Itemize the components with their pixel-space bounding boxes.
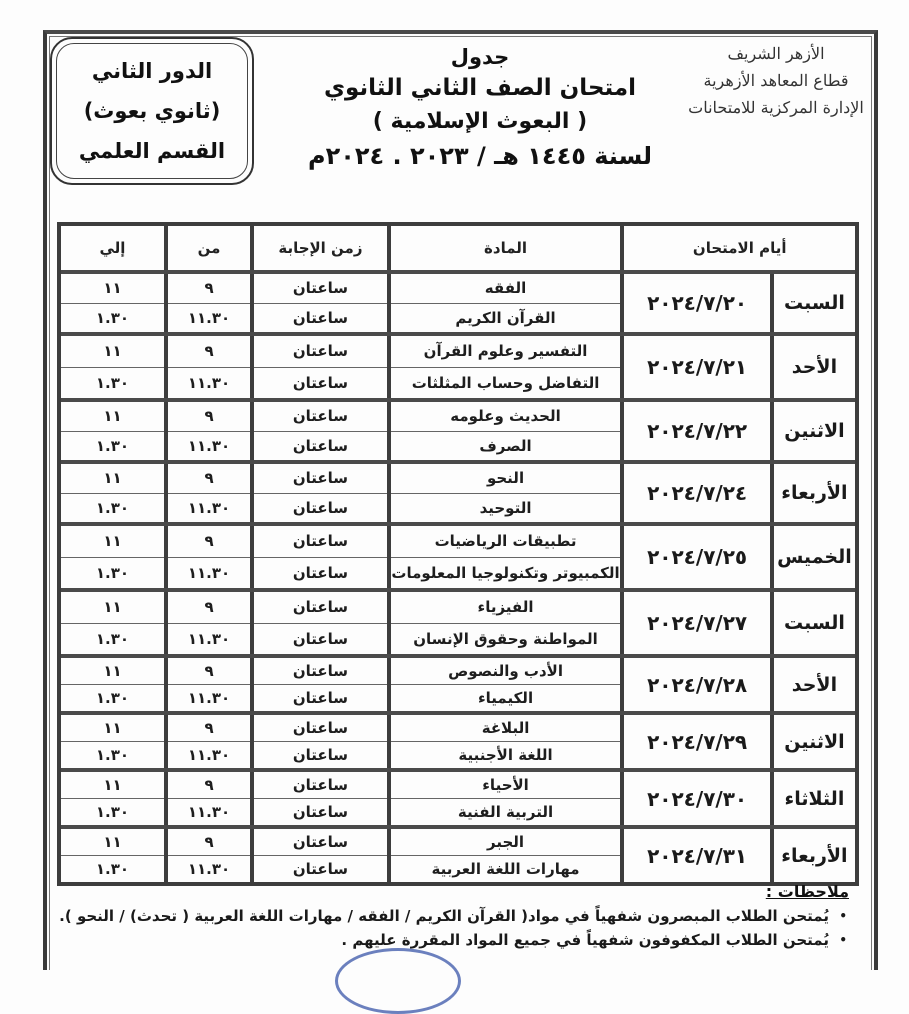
to-time-cell: ١١	[103, 342, 122, 361]
subject-cell: التفسير وعلوم القرآن	[423, 342, 588, 361]
subject-cell: الكمبيوتر وتكنولوجيا المعلومات	[391, 557, 621, 589]
to-time-cell: ١١	[103, 407, 122, 426]
from-time-cell: ٩	[204, 719, 214, 737]
from-time-cell: ١١.٣٠	[168, 303, 250, 333]
title-line-program: ( البعوث الإسلامية )	[372, 109, 588, 134]
from-time-column	[164, 658, 250, 711]
header-duration: زمن الإجابة	[250, 226, 387, 270]
duration-cell: ساعتان	[254, 557, 387, 589]
to-time-cell: ١.٣٠	[61, 431, 164, 461]
subject-cell: الصرف	[391, 431, 621, 461]
from-time-cell: ١١.٣٠	[168, 798, 250, 825]
to-time-column	[61, 772, 164, 825]
duration-cell: ساعتان	[254, 855, 387, 882]
bullet-icon: •	[839, 933, 847, 947]
to-time-column	[61, 274, 164, 332]
subject-cell: النحو	[486, 469, 525, 488]
section-label: القسم العلمي	[78, 139, 226, 163]
note-text: يُمتحن الطلاب المبصرون شفهياً في مواد( القرآن الكريم / الفقه / مهارات اللغة العربية ( تحدث) / النحو ).	[59, 907, 829, 925]
notes-section	[49, 882, 849, 952]
subject-cell: الكيمياء	[391, 684, 621, 711]
from-time-column	[164, 526, 250, 588]
to-time-cell: ١١	[103, 279, 122, 298]
duration-cell: ساعتان	[292, 598, 349, 617]
table-row	[61, 402, 855, 464]
subject-column	[387, 592, 621, 654]
duration-cell: ساعتان	[292, 469, 349, 488]
duration-column	[250, 526, 387, 588]
duration-cell: ساعتان	[254, 431, 387, 461]
title-line-schedule: جدول	[450, 45, 510, 69]
note-text: يُمتحن الطلاب المكفوفون شفهياً في جميع المواد المقررة عليهم .	[341, 931, 829, 949]
table-row	[61, 274, 855, 336]
from-time-cell: ١١.٣٠	[168, 741, 250, 768]
to-time-column	[61, 658, 164, 711]
date-cell: ٢٠٢٤/٧/٢٧	[620, 592, 770, 654]
from-time-cell: ١١.٣٠	[168, 684, 250, 711]
duration-cell: ساعتان	[292, 719, 349, 737]
subject-cell: الأحياء	[482, 776, 529, 794]
to-time-cell: ١١	[103, 776, 122, 794]
from-time-cell: ١١.٣٠	[168, 431, 250, 461]
from-time-cell: ١١.٣٠	[168, 493, 250, 523]
to-time-cell: ١.٣٠	[61, 623, 164, 655]
azhar-logo	[686, 40, 866, 121]
subject-column	[387, 715, 621, 768]
duration-cell: ساعتان	[254, 367, 387, 399]
subject-column	[387, 526, 621, 588]
duration-cell: ساعتان	[292, 342, 349, 361]
to-time-cell: ١١	[103, 532, 122, 551]
duration-cell: ساعتان	[254, 623, 387, 655]
subject-cell: المواطنة وحقوق الإنسان	[391, 623, 621, 655]
table-row	[61, 658, 855, 715]
to-time-cell: ١١	[103, 662, 122, 680]
subject-column	[387, 772, 621, 825]
from-time-cell: ١١.٣٠	[168, 623, 250, 655]
from-time-column	[164, 274, 250, 332]
from-time-cell: ٩	[204, 469, 214, 488]
subject-column	[387, 829, 621, 882]
subject-cell: القرآن الكريم	[391, 303, 621, 333]
day-cell: السبت	[770, 274, 855, 332]
table-row	[61, 464, 855, 526]
subject-cell: الفقه	[484, 279, 527, 298]
subject-cell: البلاغة	[481, 719, 530, 737]
to-time-cell: ١.٣٠	[61, 367, 164, 399]
subject-cell: الأدب والنصوص	[448, 662, 563, 680]
day-cell: الأربعاء	[770, 464, 855, 522]
duration-column	[250, 592, 387, 654]
day-cell: الثلاثاء	[770, 772, 855, 825]
to-time-cell: ١١	[103, 598, 122, 617]
to-time-cell: ١١	[103, 719, 122, 737]
table-row	[61, 772, 855, 829]
subject-cell: التفاضل وحساب المثلثات	[391, 367, 621, 399]
duration-column	[250, 772, 387, 825]
duration-cell: ساعتان	[254, 798, 387, 825]
date-cell: ٢٠٢٤/٧/٢٥	[620, 526, 770, 588]
from-time-column	[164, 772, 250, 825]
to-time-cell: ١١	[103, 469, 122, 488]
date-cell: ٢٠٢٤/٧/٣٠	[620, 772, 770, 825]
from-time-cell: ٩	[204, 598, 214, 617]
from-time-column	[164, 829, 250, 882]
logo-line-3: الإدارة المركزية للامتحانات	[688, 98, 864, 117]
from-time-cell: ٩	[204, 342, 214, 361]
date-cell: ٢٠٢٤/٧/٢٩	[620, 715, 770, 768]
track-label: (ثانوي بعوث)	[83, 99, 221, 123]
to-time-column	[61, 829, 164, 882]
to-time-column	[61, 715, 164, 768]
title-line-grade: امتحان الصف الثاني الثانوي	[323, 75, 637, 101]
to-time-cell: ١١	[103, 833, 122, 851]
subject-column	[387, 464, 621, 522]
header-exam-days: أيام الامتحان	[620, 226, 855, 270]
to-time-column	[61, 402, 164, 460]
day-cell: الاثنين	[770, 715, 855, 768]
duration-cell: ساعتان	[254, 741, 387, 768]
table-row	[61, 829, 855, 882]
subject-column	[387, 274, 621, 332]
subject-cell: تطبيقات الرياضيات	[434, 532, 577, 551]
table-row	[61, 526, 855, 592]
day-cell: السبت	[770, 592, 855, 654]
from-time-cell: ٩	[204, 662, 214, 680]
header-to: إلي	[99, 239, 126, 257]
subject-cell: الفيزياء	[477, 598, 534, 617]
header-from: من	[164, 226, 250, 270]
bullet-icon: •	[839, 909, 847, 923]
to-time-column	[61, 464, 164, 522]
table-row	[61, 592, 855, 658]
from-time-cell: ١١.٣٠	[168, 367, 250, 399]
to-time-cell: ١.٣٠	[61, 741, 164, 768]
from-time-cell: ٩	[204, 776, 214, 794]
from-time-cell: ٩	[204, 279, 214, 298]
date-cell: ٢٠٢٤/٧/٣١	[620, 829, 770, 882]
to-time-cell: ١.٣٠	[61, 798, 164, 825]
from-time-cell: ٩	[204, 833, 214, 851]
duration-cell: ساعتان	[254, 303, 387, 333]
from-time-cell: ٩	[204, 532, 214, 551]
duration-cell: ساعتان	[292, 407, 349, 426]
to-time-column	[61, 336, 164, 398]
to-time-cell: ١.٣٠	[61, 557, 164, 589]
from-time-cell: ١١.٣٠	[168, 557, 250, 589]
logo-line-2: قطاع المعاهد الأزهرية	[703, 71, 849, 90]
subject-column	[387, 336, 621, 398]
table-header-row	[61, 226, 855, 274]
day-cell: الأربعاء	[770, 829, 855, 882]
round-label: الدور الثاني	[91, 59, 213, 83]
to-time-column	[61, 592, 164, 654]
subject-cell: التوحيد	[391, 493, 621, 523]
from-time-cell: ١١.٣٠	[168, 855, 250, 882]
duration-column	[250, 658, 387, 711]
from-time-column	[164, 715, 250, 768]
subject-cell: التربية الفنية	[391, 798, 621, 825]
header-subject: المادة	[387, 226, 621, 270]
day-cell: الاثنين	[770, 402, 855, 460]
to-time-cell: ١.٣٠	[61, 855, 164, 882]
duration-cell: ساعتان	[292, 662, 349, 680]
official-stamp-icon	[335, 948, 461, 1014]
duration-column	[250, 715, 387, 768]
duration-column	[250, 402, 387, 460]
document-title	[280, 42, 680, 174]
duration-cell: ساعتان	[254, 493, 387, 523]
exam-round-box-inner	[56, 43, 248, 179]
subject-column	[387, 658, 621, 711]
date-cell: ٢٠٢٤/٧/٢١	[620, 336, 770, 398]
day-cell: الخميس	[770, 526, 855, 588]
duration-column	[250, 464, 387, 522]
duration-cell: ساعتان	[292, 833, 349, 851]
from-time-column	[164, 336, 250, 398]
subject-column	[387, 402, 621, 460]
day-cell: الأحد	[770, 658, 855, 711]
subject-cell: الجبر	[487, 833, 525, 851]
table-row	[61, 336, 855, 402]
duration-cell: ساعتان	[292, 776, 349, 794]
from-time-cell: ٩	[204, 407, 214, 426]
note-item	[49, 904, 849, 928]
from-time-column	[164, 402, 250, 460]
to-time-cell: ١.٣٠	[61, 493, 164, 523]
from-time-column	[164, 592, 250, 654]
from-time-column	[164, 464, 250, 522]
notes-title: ملاحظات :	[765, 882, 849, 901]
duration-cell: ساعتان	[292, 532, 349, 551]
to-time-cell: ١.٣٠	[61, 303, 164, 333]
date-cell: ٢٠٢٤/٧/٢٨	[620, 658, 770, 711]
subject-cell: مهارات اللغة العربية	[391, 855, 621, 882]
title-line-year: لسنة ١٤٤٥ هـ / ٢٠٢٣ . ٢٠٢٤م	[307, 142, 653, 170]
to-time-cell: ١.٣٠	[61, 684, 164, 711]
exam-round-box	[50, 37, 254, 185]
to-time-column	[61, 526, 164, 588]
note-item	[49, 928, 849, 952]
date-cell: ٢٠٢٤/٧/٢٤	[620, 464, 770, 522]
duration-column	[250, 336, 387, 398]
duration-cell: ساعتان	[292, 279, 349, 298]
duration-column	[250, 829, 387, 882]
subject-cell: اللغة الأجنبية	[391, 741, 621, 768]
date-cell: ٢٠٢٤/٧/٢٢	[620, 402, 770, 460]
subject-cell: الحديث وعلومه	[450, 407, 561, 426]
exam-schedule-table	[57, 222, 859, 886]
duration-cell: ساعتان	[254, 684, 387, 711]
duration-column	[250, 274, 387, 332]
day-cell: الأحد	[770, 336, 855, 398]
date-cell: ٢٠٢٤/٧/٢٠	[620, 274, 770, 332]
logo-line-1: الأزهر الشريف	[727, 44, 825, 63]
table-row	[61, 715, 855, 772]
